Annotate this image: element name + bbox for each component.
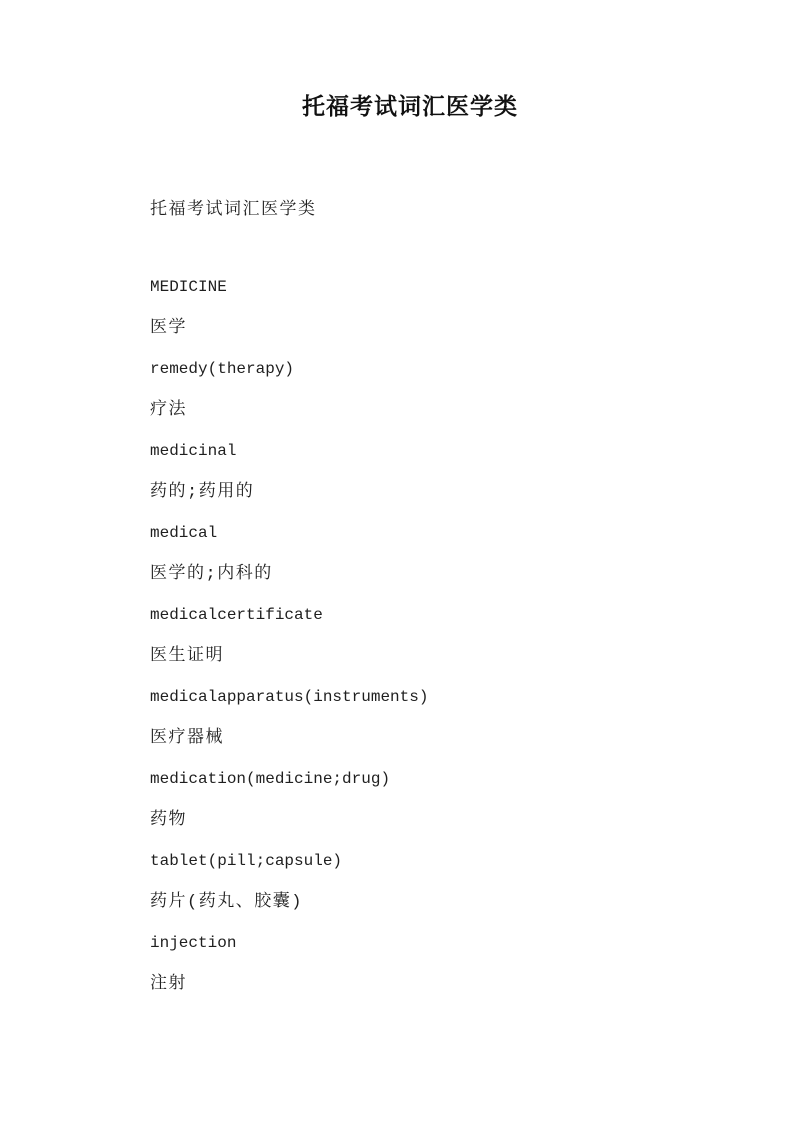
- document-subtitle: 托福考试词汇医学类: [150, 201, 317, 220]
- vocab-meaning: 药物: [150, 811, 187, 830]
- spacer: [150, 231, 670, 267]
- vocab-word: medicinal: [150, 442, 237, 460]
- vocab-word: MEDICINE: [150, 278, 227, 296]
- vocab-meaning: 医学的;内科的: [150, 565, 273, 584]
- vocab-meaning: 注射: [150, 975, 187, 994]
- vocab-meaning: 医学: [150, 319, 187, 338]
- vocab-word: medicalcertificate: [150, 606, 323, 624]
- vocab-meaning: 疗法: [150, 401, 187, 420]
- vocab-word: remedy(therapy): [150, 360, 295, 378]
- vocab-meaning: 药片(药丸、胶囊): [150, 893, 303, 912]
- page-title: 托福考试词汇医学类: [302, 94, 518, 119]
- vocab-word: medical: [150, 524, 218, 542]
- vocab-meaning: 药的;药用的: [150, 483, 255, 502]
- vocab-word: medicalapparatus(instruments): [150, 688, 429, 706]
- vocab-word: medication(medicine;drug): [150, 770, 391, 788]
- vocab-word: injection: [150, 934, 237, 952]
- vocab-word: tablet(pill;capsule): [150, 852, 343, 870]
- vocab-meaning: 医疗器械: [150, 729, 224, 748]
- vocabulary-list: [150, 267, 670, 1005]
- vocab-meaning: 医生证明: [150, 647, 224, 666]
